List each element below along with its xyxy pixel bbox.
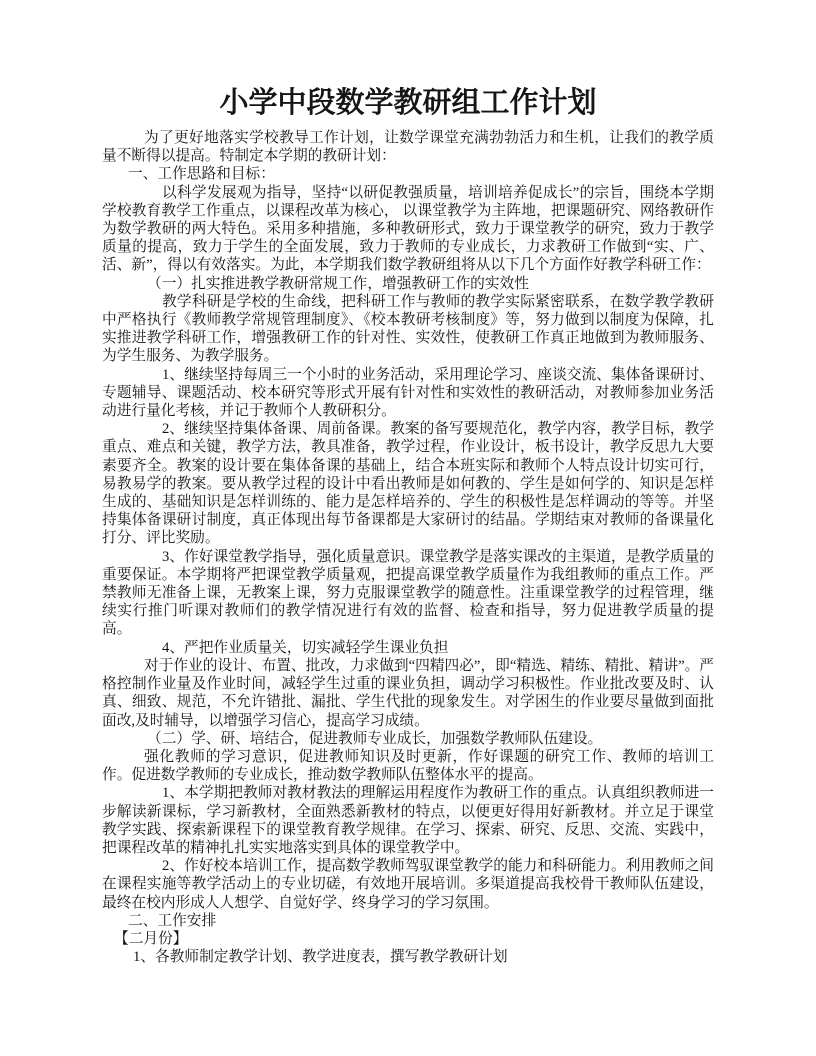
paragraph: 3、作好课堂教学指导，强化质量意识。课堂教学是落实课改的主渠道，是教学质量的重要保证。本学期将严把课堂教学质量观，把提高课堂教学质量作为我组教师的重点工作。严禁教师无准备上课，无教案上课，努力克服课堂教学的随意性。注重课堂教学的过程管理，继续实行推门听课对教师们的教学情况进行有效的监督、检查和指导，努力促进教学质量的提高。 — [102, 548, 714, 638]
paragraph: （一）扎实推进教学教研常规工作，增强教研工作的实效性 — [147, 275, 529, 292]
paragraph: 对于作业的设计、布置、批改，力求做到“四精四必”，即“精选、精练、精批、精讲”。严格控制作业量及作业时间，减轻学生过重的课业负担，调动学习积极性。作业批改要及时、认真、细致、规范，不允许错批、漏批、学生代批的现象发生。对学困生的作业要尽量做到面批面改,及时辅导，以增强学习信心，提高学习成绩。 — [102, 657, 714, 729]
paragraph: 二、工作安排 — [128, 912, 217, 929]
paragraph: 1、各教师制定教学计划、教学进度表，撰写教学教研计划 — [133, 949, 508, 966]
paragraph: （二）学、研、培结合，促进教师专业成长，加强数学教师队伍建设。 — [147, 730, 603, 747]
paragraph: 教学科研是学校的生命线，把科研工作与教师的教学实际紧密联系，在数学教学教研中严格执行《教师教学常规管理制度》、《校本教研考核制度》等，努力做到以制度为保障，扎实推进教学科研工作，增强教研工作的针对性、实效性，使教研工作真正地做到为教师服务、为学生服务、为教学服务。 — [102, 293, 714, 365]
paragraph: 2、作好校本培训工作，提高数学教师驾驭课堂教学的能力和科研能力。利用教师之间在课程实施等教学活动上的专业切磋，有效地开展培训。多渠道提高我校骨干教师队伍建设，最终在校内形成人人想学、自觉好学、终身学习的学习氛围。 — [102, 858, 714, 911]
paragraph: 2、继续坚持集体备课、周前备课。教案的备写要规范化，教学内容，教学目标，教学重点、难点和关键，教学方法，教具准备，教学过程，作业设计，板书设计，教学反思九大要素要齐全。教案的设计要在集体备课的基础上，结合本班实际和教师个人特点设计切实可行，易教易学的教案。要从教学过程的设计中看出教师是如何教的、学生是如何学的、知识是怎样生成的、基础知识是怎样训练的、能力是怎样培养的、学生的积极性是怎样调动的等等。并坚持集体备课研讨制度，真正体现出每节备课都是大家研讨的结晶。学期结束对教师的备课量化打分、评比奖励。 — [102, 421, 714, 547]
document-title: 小学中段数学教研组工作计划 — [219, 87, 597, 119]
paragraph: 1、本学期把教师对教材教法的理解运用程度作为教研工作的重点。认真组织教师进一步解读新课标，学习新教材，全面熟悉新教材的特点，以便更好得用好新教材。并立足于课堂教学实践、探索新课程下的课堂教育教学规律。在学习、探索、研究、反思、交流、实践中，把课程改革的精神扎扎实实地落实到具体的课堂教学中。 — [102, 785, 714, 856]
paragraph: 4、严把作业质量关，切实减轻学生课业负担 — [162, 639, 449, 656]
paragraph: 一、工作思路和目标： — [128, 166, 275, 183]
document-body — [102, 129, 714, 966]
paragraph: 强化教师的学习意识，促进教师知识及时更新，作好课题的研究工作、教师的培训工作。促进数学教师的专业成长，推动数学教师队伍整体水平的提高。 — [102, 748, 714, 784]
paragraph: 以科学发展观为指导，坚持“以研促教强质量，培训培养促成长”的宗旨，围绕本学期学校教育教学工作重点，以课程改革为核心， 以课堂教学为主阵地，把课题研究、网络教研作为数学教研的两大特色。采用多种措施，多种教研形式，致力于课堂教学的研究，致力于教学质量的提高，致力于学生的全面发展，致力于教师的专业成长，力求教研工作做到“实、广、活、新”，得以有效落实。为此，本学期我们数学教研组将从以下几个方面作好教学科研工作： — [102, 184, 714, 274]
paragraph: 为了更好地落实学校教导工作计划，让数学课堂充满勃勃活力和生机，让我们的教学质量不断得以提高。特制定本学期的教研计划： — [102, 130, 714, 165]
paragraph: 1、继续坚持每周三一个小时的业务活动，采用理论学习、座谈交流、集体备课研讨、专题辅导、课题活动、校本研究等形式开展有针对性和实效性的教研活动，对教师参加业务活动进行量化考核，并记于教师个人教研积分。 — [102, 366, 714, 420]
paragraph: 【二月份】 — [114, 930, 188, 947]
